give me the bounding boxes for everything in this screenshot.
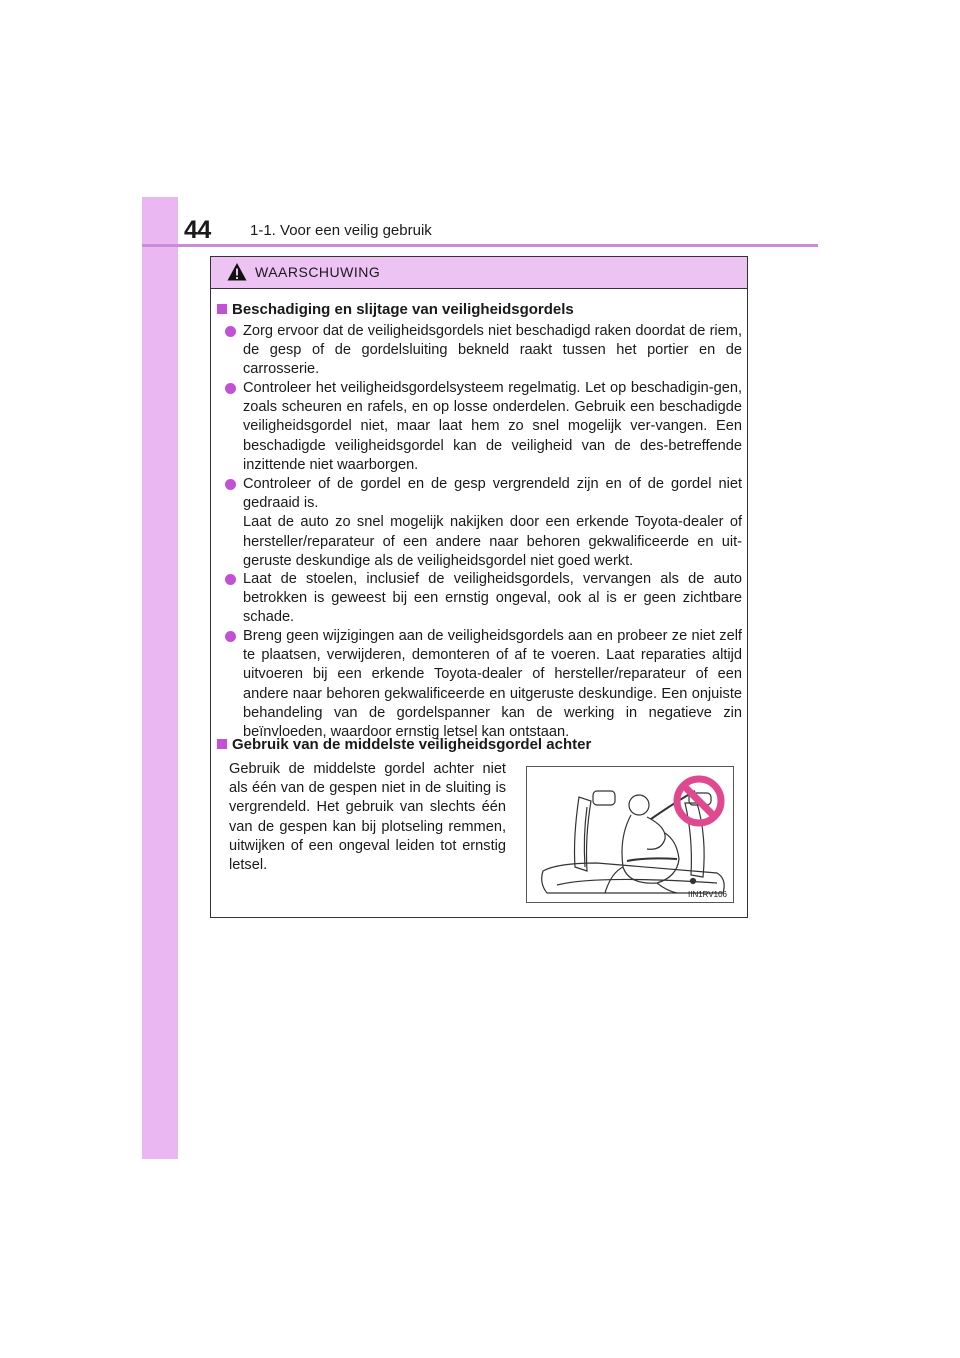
bullet-icon xyxy=(225,631,236,642)
center-belt-paragraph: Gebruik de middelste gordel achter niet als één van de gespen niet in de sluiting is vergrendeld. Het gebruik van slechts één van de gespen kan bij plotseling remmen, uitwijken of een ongeval leiden tot ernstig letsel. xyxy=(229,761,506,874)
warning-title: WAARSCHUWING xyxy=(255,264,381,280)
list-item: Controleer het veiligheidsgordelsysteem regelmatig. Let op beschadigin-gen, zoals scheuren en rafels, en op losse onderdelen. Gebruik een beschadigde veiligheidsgordel niet, maar laat hem zo snel mogelijk ver-vangen. Een beschadigde veiligheidsgordel kan de veiligheid van de des-betreffende inzittende niet waarborgen. xyxy=(225,379,742,475)
bullet-icon xyxy=(225,574,236,585)
rear-seat-prohibited-icon xyxy=(527,767,734,903)
page-number: 44 xyxy=(184,216,211,244)
warning-box xyxy=(210,256,748,918)
section-heading-damage: Beschadiging en slijtage van veiligheidsgordels xyxy=(217,301,574,318)
square-bullet-icon xyxy=(217,304,227,314)
seatbelt-illustration xyxy=(526,766,734,903)
bullet-icon xyxy=(225,479,236,490)
section-title: 1-1. Voor een veilig gebruik xyxy=(250,222,432,239)
figure-code: IIN1RV106 xyxy=(688,890,727,899)
warning-header xyxy=(211,257,747,289)
list-item: Laat de stoelen, inclusief de veiligheidsgordels, vervangen als de auto betrokken is geweest bij een ernstig ongeval, ook al is er geen zichtbare schade. xyxy=(225,570,742,628)
section-heading-center-belt: Gebruik van de middelste veiligheidsgordel achter xyxy=(217,736,591,753)
list-item: Zorg ervoor dat de veiligheidsgordels niet beschadigd raken doordat de riem, de gesp of de gordelsluiting bekneld raakt tussen het portier en de carrosserie. xyxy=(225,322,742,380)
bullet-icon xyxy=(225,326,236,337)
list-item: Controleer of de gordel en de gesp vergrendeld zijn en of de gordel niet gedraaid is. Laat de auto zo snel mogelijk nakijken door een erkende Toyota-dealer of hersteller/reparateur of een andere naar behoren gekwalificeerde en uit-geruste deskundige als de veiligheidsgordel niet goed werkt. xyxy=(225,475,742,571)
header-rule xyxy=(142,244,818,247)
square-bullet-icon xyxy=(217,739,227,749)
warning-triangle-icon xyxy=(227,262,247,282)
list-item: Breng geen wijzigingen aan de veiligheidsgordels aan en probeer ze niet zelf te plaatsen, verwijderen, demonteren of af te voeren. Laat reparaties altijd uitvoeren bij een erkende Toyota-dealer of hersteller/reparateur of een andere naar behoren gekwalificeerde en uitgeruste deskundige. Een onjuiste behandeling van de gordelspanner kan de werking in negatieve zin beïnvloeden, waardoor ernstig letsel kan ontstaan. xyxy=(225,627,742,742)
side-band xyxy=(142,197,178,1159)
bullet-icon xyxy=(225,383,236,394)
